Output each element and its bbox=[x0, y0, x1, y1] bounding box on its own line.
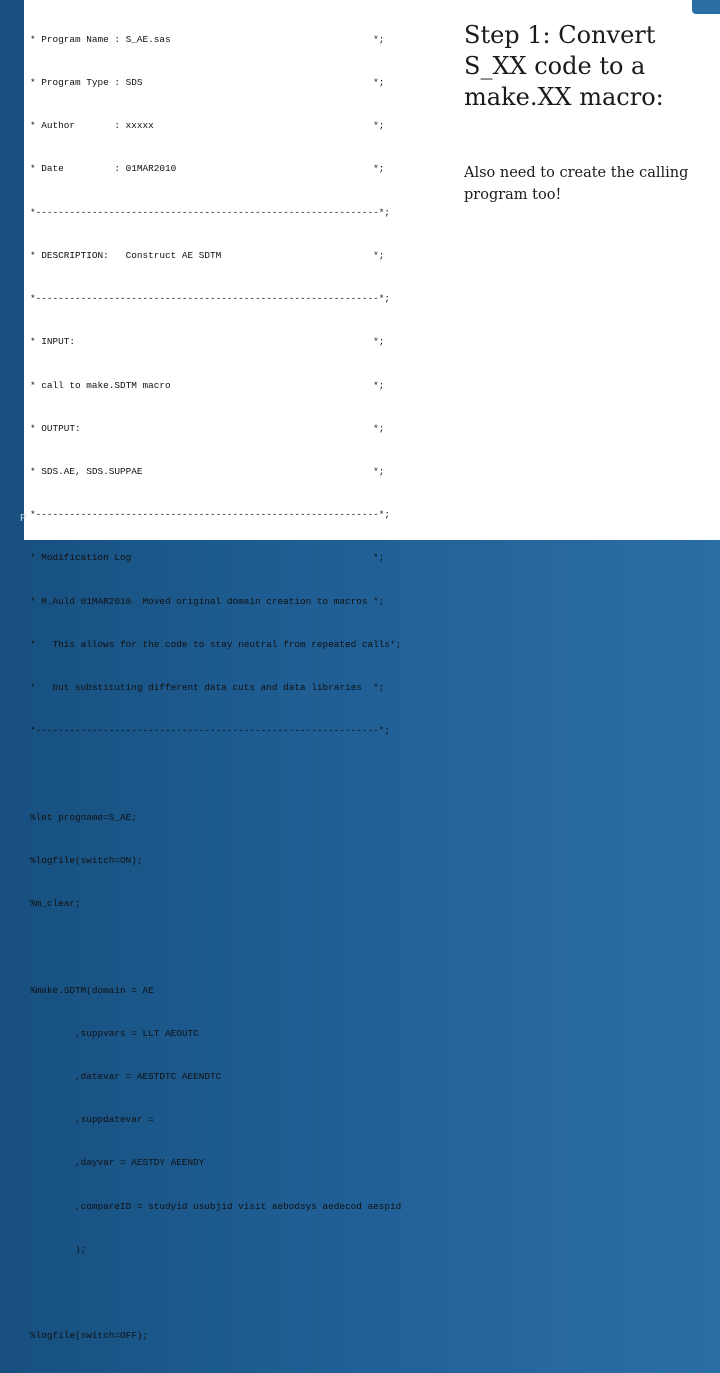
corner-decoration bbox=[692, 0, 720, 14]
code-line: ,suppvars = LLT AEOUTC bbox=[30, 1027, 199, 1039]
code-line: * Program Type : SDS *; bbox=[30, 77, 385, 89]
code-line: * Date : 01MAR2010 *; bbox=[30, 163, 385, 175]
code-panel bbox=[24, 0, 442, 1342]
code-line: * OUTPUT: *; bbox=[30, 422, 385, 434]
code-line: * SDS.AE, SDS.SUPPAE *; bbox=[30, 466, 385, 477]
code-line-blank bbox=[30, 940, 401, 954]
code-line-blank bbox=[30, 768, 401, 782]
code-line: * M.Auld 01MAR2010 Moved original domain creation to macros *; bbox=[30, 595, 385, 607]
code-line: * This allows for the code to stay neutral from repeated calls*; bbox=[30, 638, 402, 650]
code-line: %logfile(switch=ON); bbox=[30, 854, 143, 866]
code-line: * Author : xxxxx *; bbox=[30, 120, 385, 132]
sas-code-listing bbox=[30, 4, 401, 1373]
slide-note: Also need to create the calling program too! bbox=[464, 165, 689, 203]
code-line: *-------------------------------------------------------------*; bbox=[30, 206, 391, 218]
slide-heading: Step 1: Convert S_XX code to a make.XX macro: bbox=[464, 21, 664, 111]
code-line: ,datevar = AESTDTC AEENDTC bbox=[30, 1071, 222, 1083]
code-line: * but substituting different data cuts and data libraries *; bbox=[30, 682, 385, 694]
code-line: *-------------------------------------------------------------*; bbox=[30, 509, 391, 521]
code-line: ); bbox=[30, 1243, 87, 1255]
code-line: *-------------------------------------------------------------*; bbox=[30, 725, 391, 737]
code-line: ,compareID = studyid usubjid visit aebodsys aedecod aespid bbox=[30, 1200, 402, 1212]
code-line: %make.SDTM(domain = AE bbox=[30, 984, 154, 996]
code-line: ,suppdatevar = bbox=[30, 1114, 154, 1126]
code-line: * DESCRIPTION: Construct AE SDTM *; bbox=[30, 249, 385, 261]
code-line: %let progname=S_AE; bbox=[30, 811, 137, 823]
code-line: * Modification Log *; bbox=[30, 552, 385, 564]
code-line: %logfile(switch=OFF); bbox=[30, 1330, 149, 1342]
explanation-panel bbox=[442, 0, 720, 540]
code-line: * call to make.SDTM macro *; bbox=[30, 379, 385, 391]
code-line: ,dayvar = AESTDY AEENDY bbox=[30, 1157, 205, 1169]
code-line-blank bbox=[30, 1286, 401, 1300]
code-line: * INPUT: *; bbox=[30, 336, 385, 348]
code-line: %m_clear; bbox=[30, 898, 81, 910]
footer-label: P bbox=[20, 513, 27, 524]
code-line: * Program Name : S_AE.sas *; bbox=[30, 33, 385, 45]
code-line: *-------------------------------------------------------------*; bbox=[30, 293, 391, 305]
